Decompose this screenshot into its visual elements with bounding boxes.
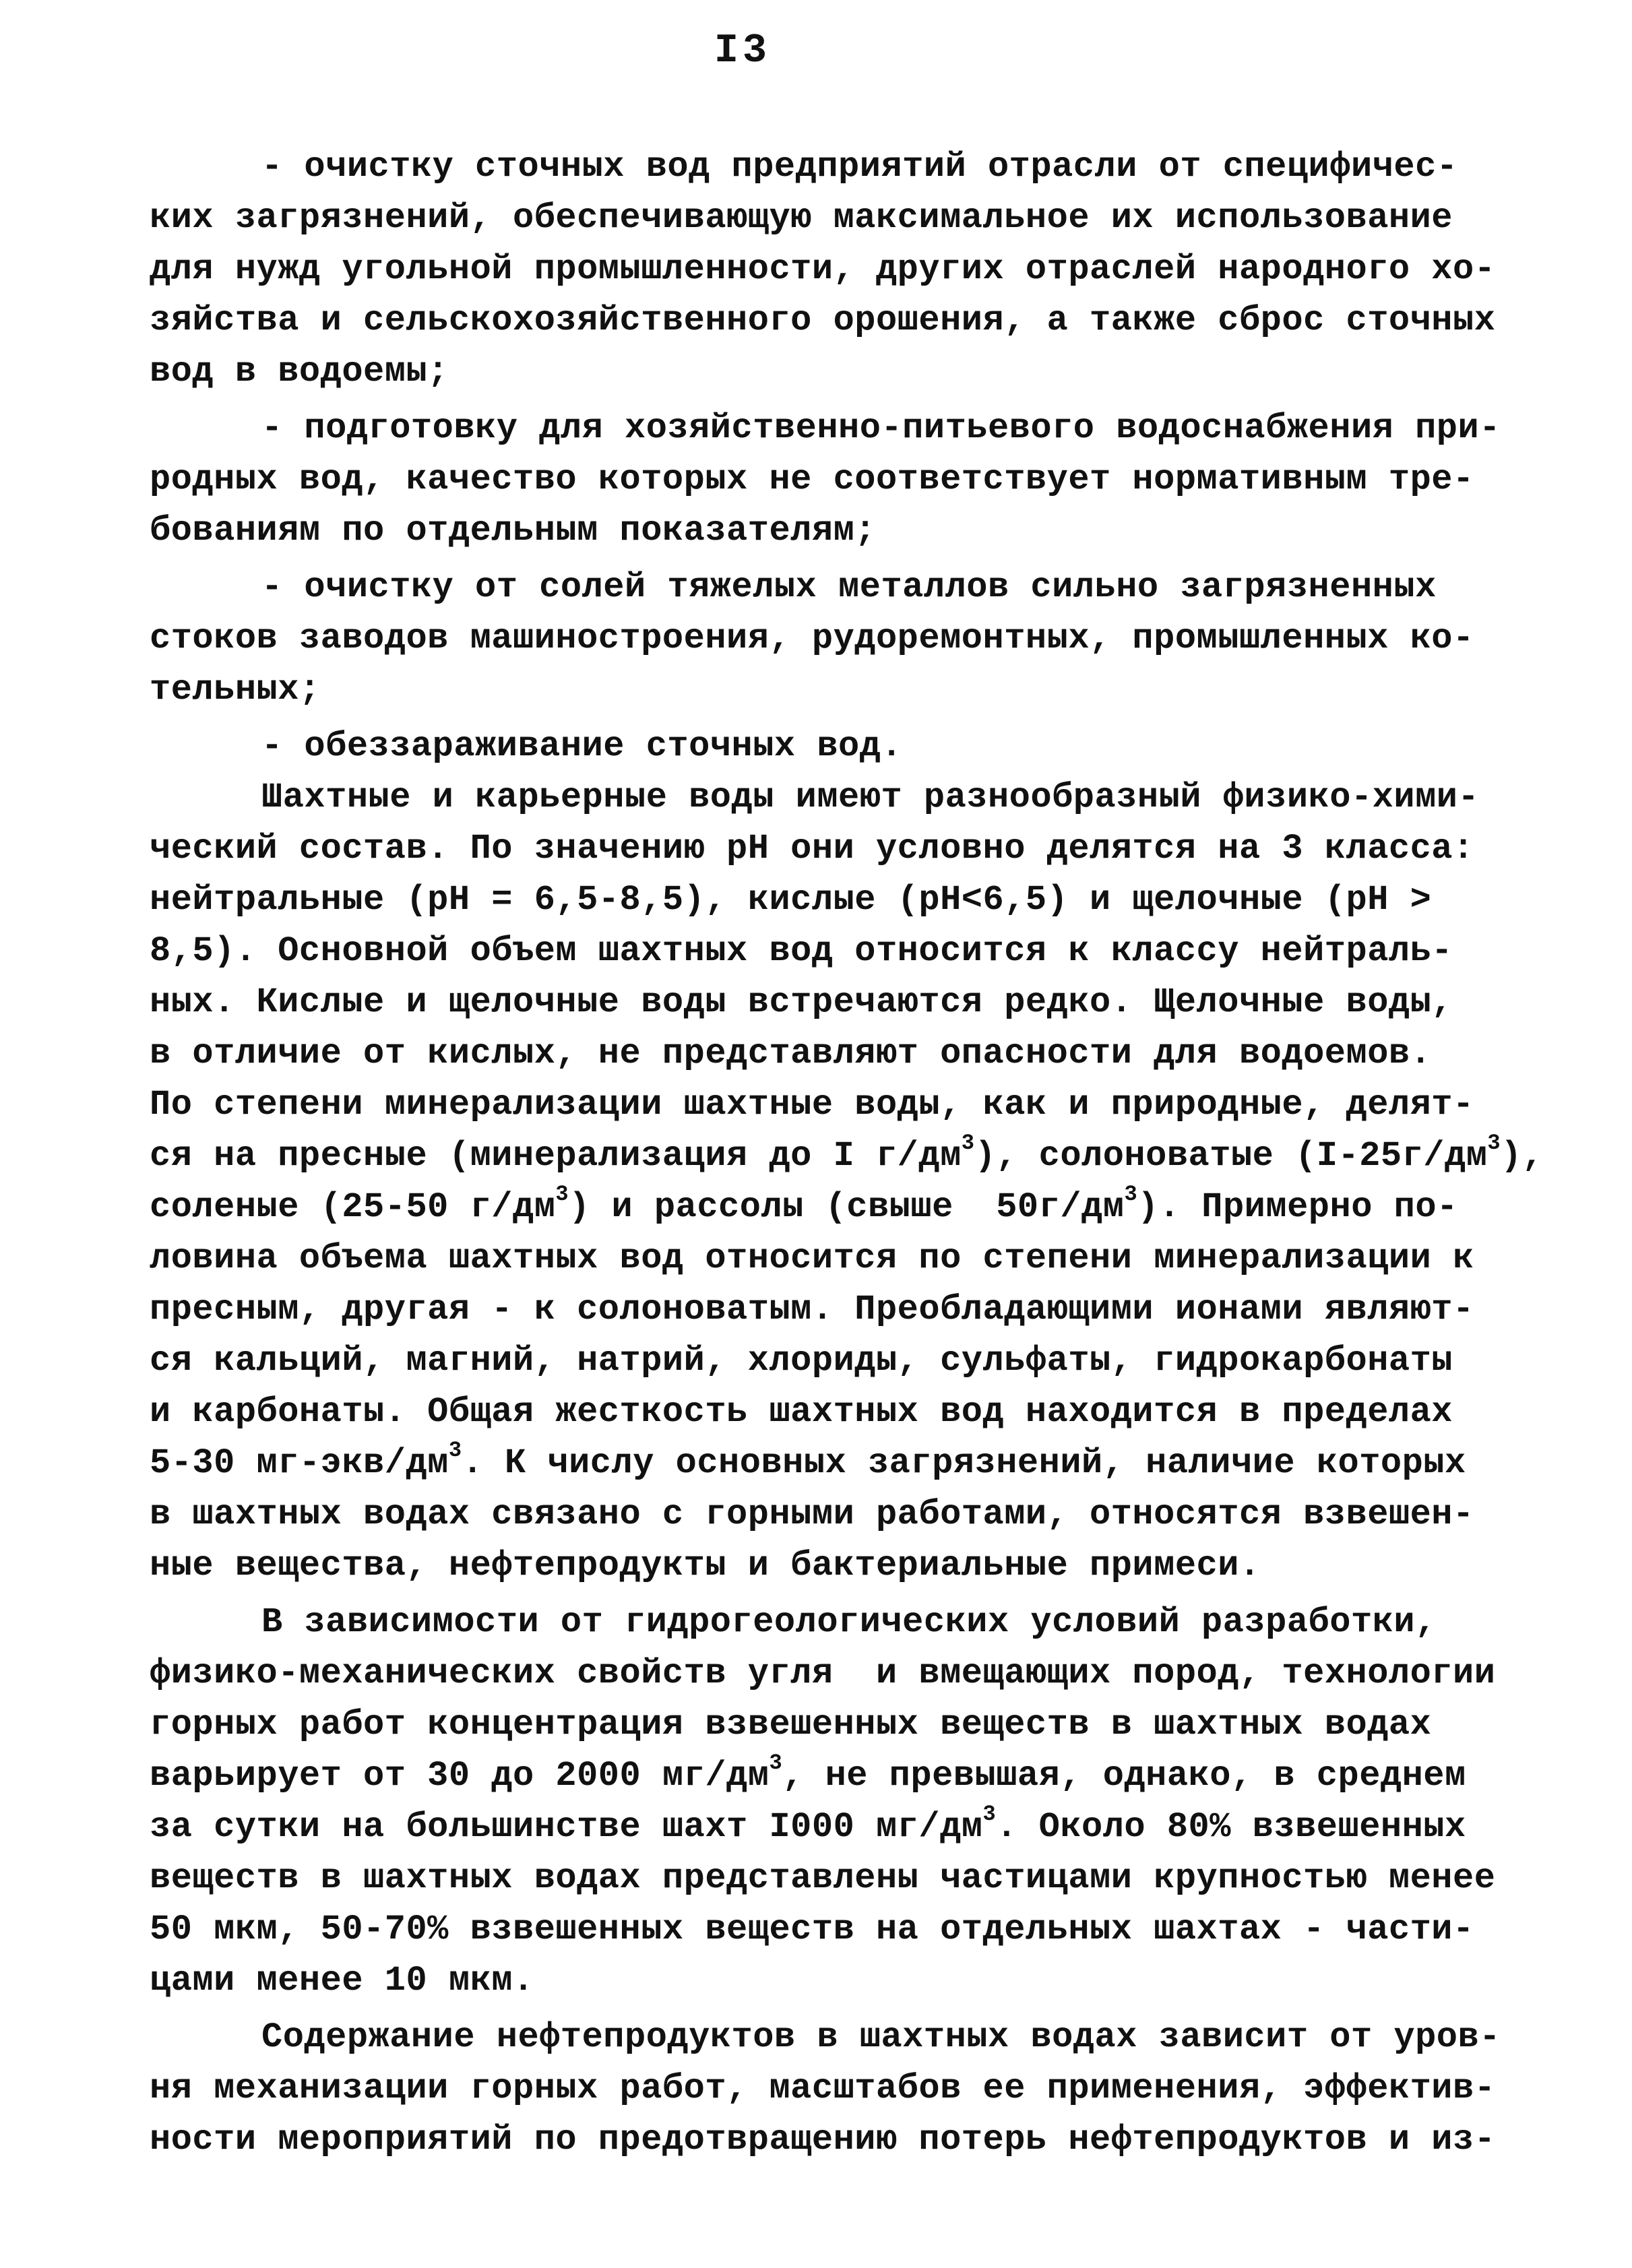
text-line: в шахтных водах связано с горными работами, относятся взвешен-: [150, 1494, 1474, 1534]
text-run: . К числу основных загрязнений, наличие которых: [462, 1443, 1466, 1483]
text-line: 8,5). Основной объем шахтных вод относится к классу нейтраль-: [150, 931, 1453, 971]
text-line: В зависимости от гидрогеологических условий разработки,: [261, 1602, 1437, 1642]
text-line: физико-механических свойств угля и вмещающих пород, технологии: [150, 1653, 1496, 1693]
text-line: Шахтные и карьерные воды имеют разнообразный физико-хими-: [261, 778, 1480, 817]
text-line: нейтральные (рН = 6,5-8,5), кислые (рН<6,5) и щелочные (рН >: [150, 880, 1432, 920]
text-line: ных. Кислые и щелочные воды встречаются редко. Щелочные воды,: [150, 982, 1453, 1022]
text-run: ся на пресные (минерализация до I г/дм: [150, 1136, 962, 1176]
text-line: - обеззараживание сточных вод.: [261, 726, 903, 766]
text-run: варьирует от 30 до 2000 мг/дм: [150, 1756, 770, 1796]
text-line: ные вещества, нефтепродукты и бактериальные примеси.: [150, 1546, 1261, 1585]
text-line: в отличие от кислых, не представляют опасности для водоемов.: [150, 1034, 1432, 1073]
text-line: ня механизации горных работ, масштабов ее применения, эффектив-: [150, 2069, 1496, 2108]
superscript: 3: [555, 1181, 569, 1207]
text-line: ловина объема шахтных вод относится по степени минерализации к: [150, 1238, 1474, 1278]
superscript: 3: [961, 1130, 975, 1156]
text-line: [150, 1182, 1458, 1233]
text-line: тельных;: [150, 670, 321, 710]
superscript: 3: [769, 1750, 783, 1775]
text-line: вод в водоемы;: [150, 352, 449, 391]
text-line: ся кальций, магний, натрий, хлориды, сульфаты, гидрокарбонаты: [150, 1341, 1453, 1381]
text-line: цами менее 10 мкм.: [150, 1961, 534, 2001]
text-run: 5-30 мг-экв/дм: [150, 1443, 449, 1483]
text-line: По степени минерализации шахтные воды, как и природные, делят-: [150, 1085, 1474, 1125]
text-line: [150, 1751, 1466, 1802]
text-line: бованиям по отдельным показателям;: [150, 511, 876, 550]
text-line: - подготовку для хозяйственно-питьевого водоснабжения при-: [261, 408, 1501, 448]
text-line: для нужд угольной промышленности, других отраслей народного хо-: [150, 249, 1496, 289]
text-line: 50 мкм, 50-70% взвешенных веществ на отдельных шахтах - части-: [150, 1910, 1474, 1949]
text-run: ),: [1501, 1136, 1544, 1176]
text-run: ). Примерно по-: [1137, 1187, 1458, 1227]
superscript: 3: [1487, 1130, 1501, 1156]
text-line: ческий состав. По значению рН они условно делятся на 3 класса:: [150, 829, 1474, 869]
superscript: 3: [448, 1437, 462, 1463]
text-line: [150, 1438, 1466, 1489]
text-line: зяйства и сельскохозяйственного орошения, а также сброс сточных: [150, 301, 1496, 340]
page-number: I3: [714, 28, 772, 74]
text-line: [150, 1131, 1544, 1182]
superscript: 3: [982, 1801, 997, 1827]
text-line: пресным, другая - к солоноватым. Преобладающими ионами являют-: [150, 1290, 1474, 1329]
text-run: ), солоноватые (I-25г/дм: [974, 1136, 1488, 1176]
text-line: веществ в шахтных водах представлены частицами крупностью менее: [150, 1858, 1496, 1898]
text-line: и карбонаты. Общая жесткость шахтных вод находится в пределах: [150, 1392, 1453, 1432]
text-line: родных вод, качество которых не соответствует нормативным тре-: [150, 460, 1474, 499]
text-line: - очистку сточных вод предприятий отрасли от специфичес-: [261, 147, 1458, 187]
text-run: , не превышая, однако, в среднем: [782, 1756, 1466, 1796]
text-run: за сутки на большинстве шахт I000 мг/дм: [150, 1807, 983, 1847]
superscript: 3: [1124, 1181, 1138, 1207]
text-run: соленые (25-50 г/дм: [150, 1187, 556, 1227]
text-line: ности мероприятий по предотвращению потерь нефтепродуктов и из-: [150, 2120, 1496, 2160]
text-run: ) и рассолы (свыше 50г/дм: [569, 1187, 1125, 1227]
text-line: ких загрязнений, обеспечивающую максимальное их использование: [150, 198, 1453, 238]
text-line: горных работ концентрация взвешенных веществ в шахтных водах: [150, 1705, 1432, 1744]
text-run: . Около 80% взвешенных: [996, 1807, 1466, 1847]
text-line: Содержание нефтепродуктов в шахтных водах зависит от уров-: [261, 2017, 1501, 2057]
text-line: - очистку от солей тяжелых металлов сильно загрязненных: [261, 567, 1437, 607]
text-line: [150, 1802, 1466, 1853]
text-line: стоков заводов машиностроения, рудоремонтных, промышленных ко-: [150, 619, 1474, 658]
